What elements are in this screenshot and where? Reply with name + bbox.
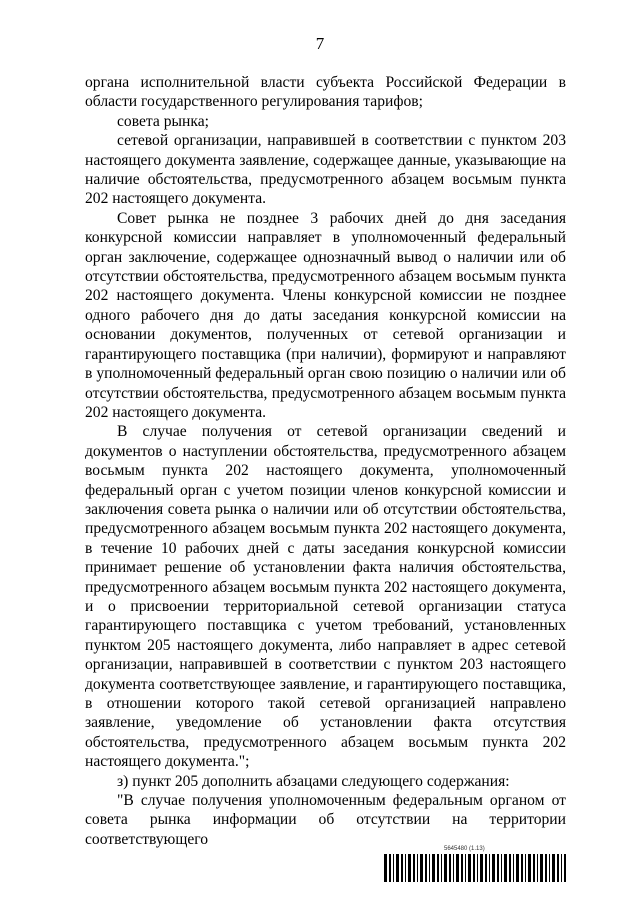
paragraph-6: з) пункт 205 дополнить абзацами следующего содержания:	[117, 772, 510, 790]
paragraph-5: В случае получения от сетевой организации сведений и документов о наступлении обстоятельства, предусмотренного абзацем восьмым пункта 202 настоящего документа, уполномоченный федеральный орган с учетом позиции членов конкурсной комиссии и заключения совета рынка о наличии или об отсутствии обстоятельства, предусмотренного абзацем восьмым пункта 202 настоящего документа, в течение 10 рабочих дней с даты заседания конкурсной комиссии принимает решение об установлении факта наличия обстоятельства, предусмотренного абзацем восьмым пункта 202 настоящего документа, и о присвоении территориальной сетевой организации статуса гарантирующего поставщика с учетом требований, установленных пунктом 205 настоящего документа, либо направляет в адрес сетевой организации, направившей в соответствии с пунктом 203 настоящего документа соответствующее заявление, и гарантирующего поставщика, в отношении которого такой сетевой организацией направлено заявление, уведомление об установлении факта отсутствия обстоятельства, предусмотренного абзацем восьмым пункта 202 настоящего документа.";	[85, 423, 566, 771]
paragraph-3: сетевой организации, направившей в соответствии с пунктом 203 настоящего документа заявление, содержащее данные, указывающие на наличие обстоятельства, предусмотренного абзацем восьмым пункта 202 настоящего документа.	[85, 132, 566, 208]
paragraph-7: "В случае получения уполномоченным федеральным органом от совета рынка информации об отсутствии на территории соответствующего	[85, 792, 566, 848]
document-id: 5645480 (1.13)	[444, 846, 485, 852]
paragraph-1: органа исполнительной власти субъекта Российской Федерации в области государственного регулирования тарифов;	[85, 74, 566, 111]
paragraph-4: Совет рынка не позднее 3 рабочих дней до дня заседания конкурсной комиссии направляет в уполномоченный федеральный орган заключение, содержащее однозначный вывод о наличии или об отсутствии обстоятельства, предусмотренного абзацем восьмым пункта 202 настоящего документа. Члены конкурсной комиссии не позднее одного рабочего дня до даты заседания конкурсной комиссии на основании документов, полученных от сетевой организации и гарантирующего поставщика (при наличии), формируют и направляют в уполномоченный федеральный орган свою позицию о наличии или об отсутствии обстоятельства, предусмотренного абзацем восьмым пункта 202 настоящего документа.	[85, 209, 566, 421]
document-body	[85, 73, 566, 849]
paragraph-2: совета рынка;	[117, 112, 209, 130]
barcode-icon	[384, 854, 566, 882]
page-number: 7	[315, 34, 325, 53]
